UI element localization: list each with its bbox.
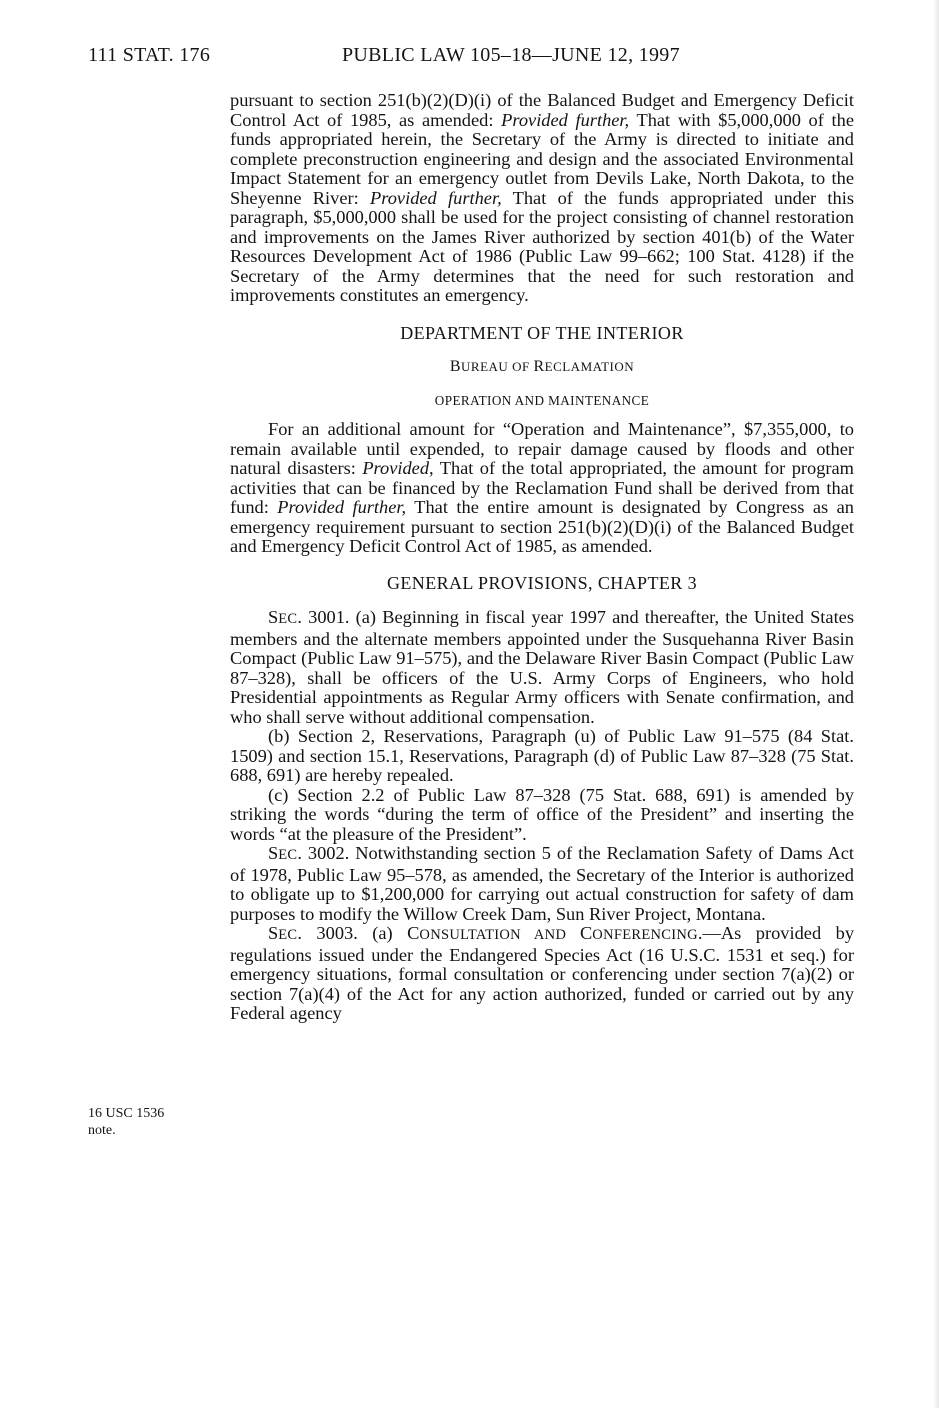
margin-note-citation: 16 USC 1536 bbox=[88, 1106, 165, 1121]
appropriation-paragraph: For an additional amount for “Operation and Maintenance”, $7,355,000, to remain available until expended, to repair damage caused by floods and other natural disasters: Provided, That of the total appropriated, the amount for program activities that can be financed by the Reclamation Fund shall be derived from that fund: Provided further, That the entire amount is designated by Congress as an emergency requirement pursuant to section 251(b)(2)(D)(i) of the Balanced Budget and Emergency Deficit Control Act of 1985, as amended. bbox=[230, 419, 854, 556]
margin-note-suffix: note. bbox=[88, 1123, 116, 1138]
page-header bbox=[88, 44, 848, 72]
statute-citation: 111 STAT. 176 bbox=[88, 44, 211, 66]
margin-note bbox=[88, 1105, 208, 1139]
section-3002: SEC. 3002. Notwithstanding section 5 of the Reclamation Safety of Dams Act of 1978, Public Law 95–578, as amended, the Secretary of the Interior is authorized to obligate up to $1,200,000 for carrying out actual construction for safety of dam purposes to modify the Willow Creek Dam, Sun River Project, Montana. bbox=[230, 843, 854, 924]
section-3003: SEC. 3003. (a) CONSULTATION AND CONFERENCING.—As provided by regulations issued under the Endangered Species Act (16 U.S.C. 1531 et seq.) for emergency situations, formal consultation or conferencing under section 7(a)(2) or section 7(a)(4) of the Act for any action authorized, funded or carried out by any Federal agency bbox=[230, 923, 855, 1023]
paragraph-continued: pursuant to section 251(b)(2)(D)(i) of the Balanced Budget and Emergency Deficit Control Act of 1985, as amended: Provided further, That with $5,000,000 of the funds appropriated herein, the Secretary of the Army is directed to initiate and complete preconstruction engineering and design and the associated Environmental Impact Statement for an emergency outlet from Devils Lake, North Dakota, to the Sheyenne River: Provided further, That of the funds appropriated under this paragraph, $5,000,000 shall be used for the project consisting of channel restoration and improvements on the James River authorized by section 401(b) of the Water Resources Development Act of 1986 (Public Law 99–662; 100 Stat. 4128) if the Secretary of the Army determines that the need for such restoration and improvements constitutes an emergency. bbox=[230, 90, 854, 305]
body-text bbox=[230, 91, 854, 1024]
section-3001-c: (c) Section 2.2 of Public Law 87–328 (75 Stat. 688, 691) is amended by striking the words “during the term of office of the President” and inserting the words “at the pleasure of the President”. bbox=[230, 784, 854, 844]
section-3001-a: SEC. 3001. (a) Beginning in fiscal year 1997 and thereafter, the United States members and the alternate members appointed under the Susquehanna River Basin Compact (Public Law 91–575), and the Delaware River Basin Compact (Public Law 87–328), shall be officers of the U.S. Army Corps of Engineers, who hold Presidential appointments as Regular Army officers with Senate confirmation, and who shall serve without additional compensation. bbox=[230, 607, 854, 727]
department-heading: DEPARTMENT OF THE INTERIOR bbox=[400, 322, 684, 343]
bureau-heading: BUREAU OF RECLAMATION bbox=[449, 358, 635, 375]
law-title: PUBLIC LAW 105–18—JUNE 12, 1997 bbox=[342, 44, 680, 66]
page-edge-shadow bbox=[933, 0, 939, 1408]
general-provisions-heading: GENERAL PROVISIONS, CHAPTER 3 bbox=[387, 572, 697, 593]
section-3001-b: (b) Section 2, Reservations, Paragraph (u) of Public Law 91–575 (84 Stat. 1509) and section 15.1, Reservations, Paragraph (d) of Public Law 87–328 (75 Stat. 688, 691) are hereby repealed. bbox=[230, 726, 854, 785]
account-heading: OPERATION AND MAINTENANCE bbox=[434, 392, 650, 408]
